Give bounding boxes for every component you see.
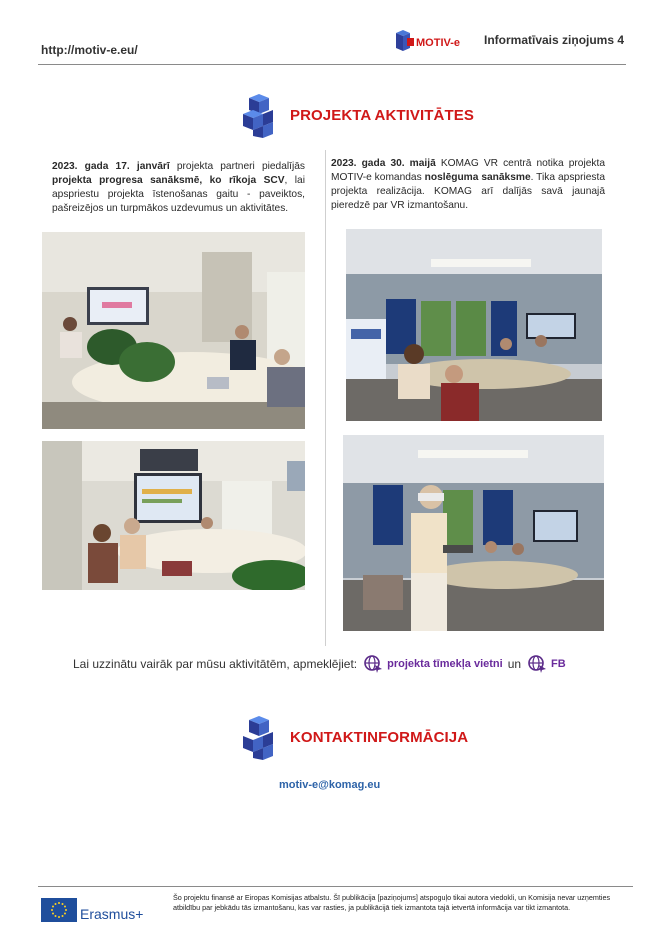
- left-bold: projekta progresa sanāksmē, ko rīkoja SCV: [52, 175, 285, 186]
- visit-links-line: [73, 654, 566, 674]
- meeting-photo-1: [42, 232, 305, 429]
- activities-heading: [241, 92, 474, 138]
- header-logo: [394, 27, 460, 53]
- footer-divider: [38, 886, 633, 887]
- visit-prefix: Lai uzzinātu vairāk par mūsu aktivitātēm, apmeklējiet:: [73, 657, 358, 671]
- logo-text: MOTIV-e: [416, 37, 461, 49]
- globe-icon: [527, 654, 547, 674]
- contact-heading: [241, 714, 468, 760]
- activities-title: PROJEKTA AKTIVITĀTES: [290, 106, 474, 124]
- links-conjunction: un: [507, 657, 522, 671]
- newsletter-number: Informatīvais ziņojums 4: [484, 33, 625, 47]
- erasmus-logo-text: Erasmus+: [80, 906, 144, 922]
- header-url[interactable]: http://motiv-e.eu/: [41, 43, 138, 57]
- right-bold: noslēguma sanāksme: [424, 172, 531, 183]
- right-paragraph: [331, 157, 605, 213]
- right-date: 2023. gada 30. maijā: [331, 158, 436, 169]
- footer-disclaimer: Šo projektu finansē ar Eiropas Komisijas atbalstu. Šī publikācija [paziņojums] atspoguļo tikai autora viedokli, un Komisija nevar uzņemties atbildību par jebkādu tās izmantošanu, kas var rasties, ja publikācijā tiek izmantota tajā ietvertā informācija var tikt izmantota.: [173, 893, 611, 912]
- globe-icon: [363, 654, 383, 674]
- contact-email-link[interactable]: motiv-e@komag.eu: [279, 779, 381, 791]
- meeting-photo-3: [346, 229, 602, 421]
- left-text-2: , lai apspriestu projekta īstenošanas gaitu - paveiktos, pašreizējos un turpmākos uzdevumus un aktivitātes.: [52, 175, 305, 214]
- header-divider: [38, 64, 626, 65]
- cube-logo-icon: [394, 27, 414, 53]
- right-text-1: KOMAG VR centrā notika projekta MOTIV-e komandas: [331, 158, 605, 183]
- left-date: 2023. gada 17. janvārī: [52, 161, 170, 172]
- cube-stack-icon: [241, 714, 277, 760]
- facebook-link[interactable]: FB: [551, 658, 566, 670]
- left-paragraph: [52, 160, 305, 216]
- cube-stack-icon: [241, 92, 277, 138]
- meeting-photo-2: [42, 441, 305, 590]
- right-text-2: . Tika apspriesta projekta realizācija. KOMAG arī dalījās savā jaunajā pieredzē par VR izmantošanu.: [331, 172, 605, 211]
- website-link[interactable]: projekta tīmekļa vietni: [387, 658, 503, 670]
- column-divider: [325, 150, 326, 646]
- contact-title: KONTAKTINFORMĀCIJA: [290, 728, 469, 746]
- meeting-photo-4: [343, 435, 604, 631]
- left-text-1: projekta partneri piedalījās: [169, 161, 305, 172]
- eu-flag-icon: [41, 898, 77, 922]
